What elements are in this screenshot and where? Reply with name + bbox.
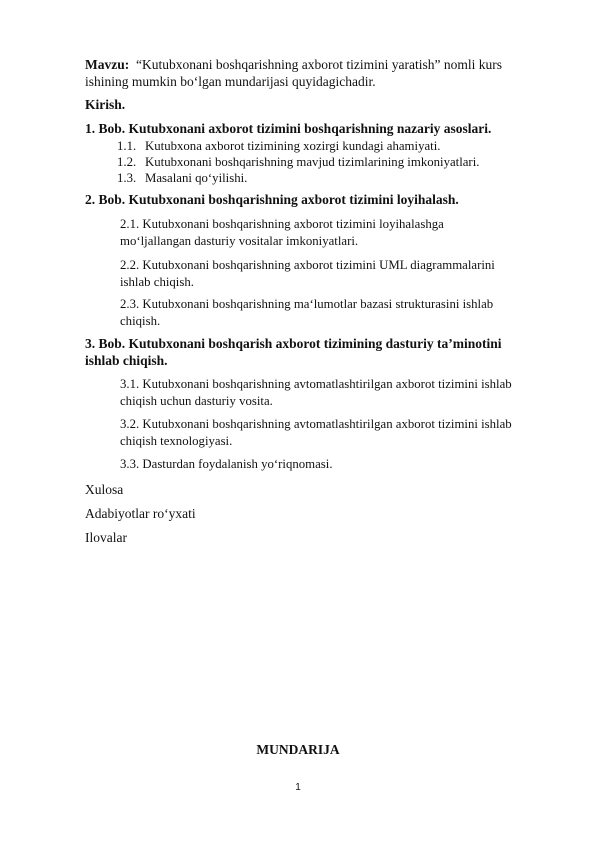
- page-number: 1: [295, 782, 301, 793]
- toc-item-1-2: [117, 154, 480, 171]
- toc-item-2-2-line-1: 2.2. Kutubxonani boshqarishning axborot tizimini UML diagrammalarini: [120, 258, 495, 272]
- toc-item-2-2-line-2: ishlab chiqish.: [120, 275, 194, 289]
- toc-number: 1.2.: [117, 155, 137, 169]
- kirish-heading: Kirish.: [85, 97, 126, 112]
- chapter-2-title: 2. Bob. Kutubxonani boshqarishning axborot tizimini loyihalash.: [85, 192, 459, 207]
- toc-text: Kutubxonani boshqarishning mavjud tizimlarining imkoniyatlari.: [145, 155, 480, 169]
- toc-item-1-1: [117, 138, 441, 155]
- mavzu-label: Mavzu:: [85, 57, 130, 72]
- xulosa: Xulosa: [85, 482, 124, 497]
- toc-item-2-1-line-1: 2.1. Kutubxonani boshqarishning axborot tizimini loyihalashga: [120, 217, 444, 231]
- toc-item-1-3: [117, 170, 248, 187]
- toc-item-3-3: 3.3. Dasturdan foydalanish yo‘riqnomasi.: [120, 457, 333, 471]
- toc-item-3-1-line-1: 3.1. Kutubxonani boshqarishning avtomatlashtirilgan axborot tizimini ishlab: [120, 377, 512, 391]
- toc-text: Kutubxona axborot tizimining xozirgi kundagi ahamiyati.: [145, 139, 441, 153]
- toc-number: 1.3.: [117, 171, 137, 185]
- toc-item-2-1-line-2: mo‘ljallangan dasturiy vositalar imkoniyatlari.: [120, 234, 359, 248]
- toc-item-3-2-line-1: 3.2. Kutubxonani boshqarishning avtomatlashtirilgan axborot tizimini ishlab: [120, 417, 512, 431]
- toc-item-3-2-line-2: chiqish texnologiyasi.: [120, 434, 233, 448]
- ilovalar: Ilovalar: [85, 530, 127, 545]
- intro-text-1: “Kutubxonani boshqarishning axborot tizimini yaratish” nomli kurs: [136, 57, 502, 72]
- chapter-1-title: 1. Bob. Kutubxonani axborot tizimini boshqarishning nazariy asoslari.: [85, 121, 492, 136]
- intro-line-2: ishining mumkin bo‘lgan mundarijasi quyidagichadir.: [85, 74, 376, 89]
- toc-item-2-3-line-2: chiqish.: [120, 314, 161, 328]
- mundarija-title: MUNDARIJA: [256, 742, 340, 757]
- adabiyotlar: Adabiyotlar ro‘yxati: [85, 506, 196, 521]
- toc-item-2-3-line-1: 2.3. Kutubxonani boshqarishning ma‘lumotlar bazasi strukturasini ishlab: [120, 297, 494, 311]
- toc-number: 1.1.: [117, 139, 137, 153]
- intro-line-1: [85, 56, 502, 73]
- toc-text: Masalani qo‘yilishi.: [145, 171, 248, 185]
- chapter-3-title-line-1: 3. Bob. Kutubxonani boshqarish axborot tizimining dasturiy ta’minotini: [85, 336, 502, 351]
- toc-item-3-1-line-2: chiqish uchun dasturiy vosita.: [120, 394, 273, 408]
- chapter-3-title-line-2: ishlab chiqish.: [85, 353, 168, 368]
